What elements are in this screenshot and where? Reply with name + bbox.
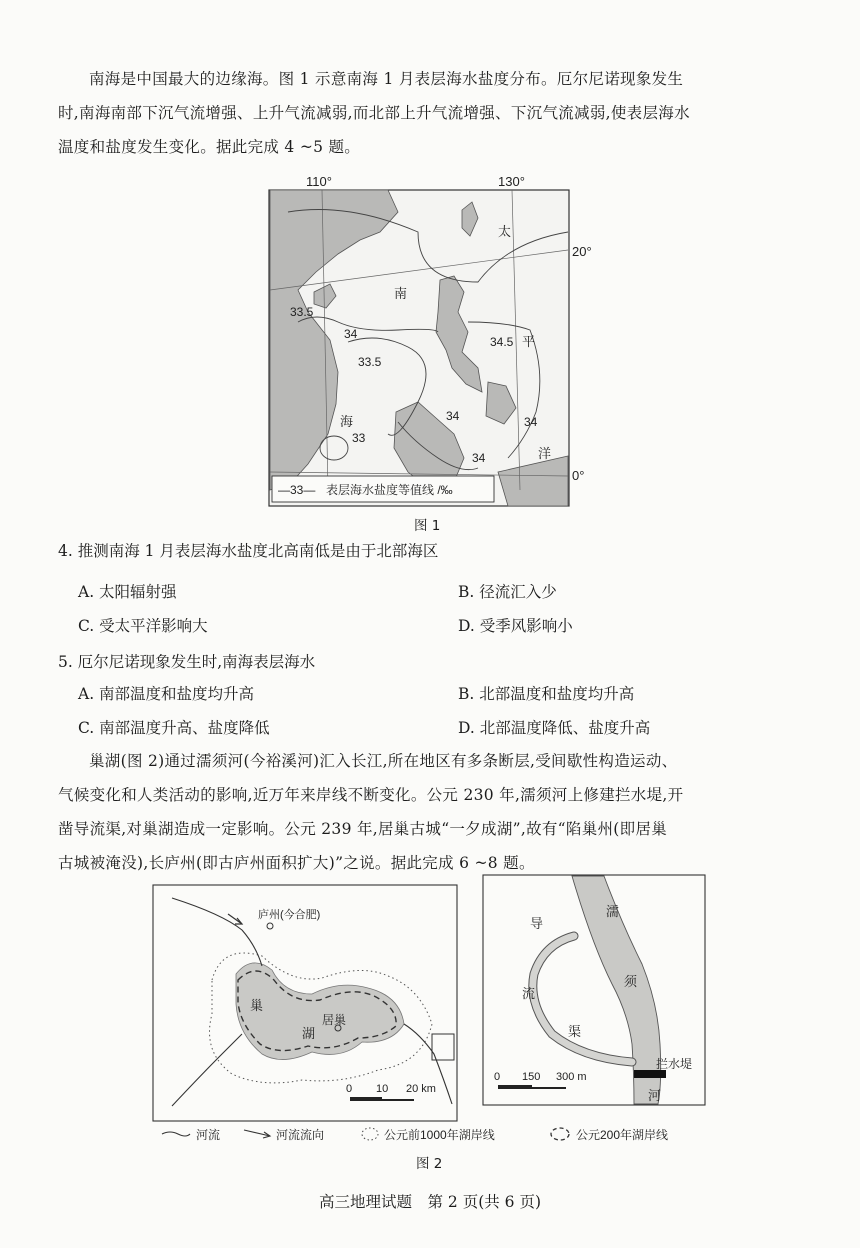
- legend-line-sample: —33—: [278, 483, 316, 497]
- dam-label: 拦水堤: [656, 1057, 693, 1071]
- intro-paragraph-1: [58, 62, 818, 164]
- q4-option-d[interactable]: D. 受季风影响小: [458, 617, 573, 635]
- figure2-lake-map: [152, 884, 460, 1124]
- question-4-stem: 4. 推测南海 1 月表层海水盐度北高南低是由于北部海区: [58, 542, 439, 560]
- river-char-1: 濡: [606, 904, 620, 919]
- juchao-label: 居巢: [322, 1013, 347, 1027]
- isoline-label-34-c: 34: [524, 415, 538, 429]
- intro2-line-2: 气候变化和人类活动的影响,近万年来岸线不断变化。公元 230 年,濡须河上修建拦水堤,开: [58, 786, 684, 804]
- figure1-legend-text: 表层海水盐度等值线 /‰: [326, 483, 453, 497]
- question-5-stem: 5. 厄尔尼诺现象发生时,南海表层海水: [58, 653, 316, 671]
- scale-left-0: 0: [346, 1083, 353, 1095]
- q5-option-d[interactable]: D. 北部温度降低、盐度升高: [458, 719, 651, 737]
- legend-flow-label: 河流流向: [276, 1128, 325, 1142]
- page-footer: 高三地理试题 第 2 页(共 6 页): [318, 1193, 542, 1211]
- scale-bar-right-segment: [498, 1085, 532, 1089]
- figure2-caption: 图 2: [416, 1156, 443, 1172]
- q5-option-b[interactable]: B. 北部温度和盐度均升高: [458, 685, 635, 703]
- isoline-label-34-d: 34: [472, 451, 486, 465]
- isoline-label-33-5-west: 33.5: [290, 305, 314, 319]
- canal-char-3: 渠: [568, 1024, 582, 1039]
- figure1-salinity-map: [268, 172, 608, 508]
- intro-paragraph-2: [58, 744, 818, 880]
- intro1-line-3: 温度和盐度发生变化。据此完成 4 ~5 题。: [58, 138, 361, 156]
- isoline-label-34-b: 34: [446, 409, 460, 423]
- lake-char-1: 巢: [250, 998, 264, 1013]
- scale-right-150: 150: [522, 1071, 541, 1083]
- figure1-caption: 图 1: [414, 518, 441, 534]
- scale-left-20km: 20 km: [406, 1083, 436, 1095]
- isoline-label-33: 33: [352, 431, 366, 445]
- ocean-name-char-1: 太: [498, 224, 512, 239]
- ocean-name-char-3: 洋: [538, 446, 552, 461]
- legend-shoreline-1000bc-symbol: [362, 1128, 378, 1140]
- figure2-legend: [156, 1122, 716, 1146]
- intro1-line-2: 时,南海南部下沉气流增强、上升气流减弱,而北部上升气流增强、下沉气流减弱,使表层海水: [58, 104, 690, 122]
- lake-char-2: 湖: [302, 1026, 316, 1041]
- isoline-label-33-5: 33.5: [358, 355, 382, 369]
- lon-label-130: 130°: [498, 174, 525, 189]
- dam-bar: [634, 1070, 666, 1078]
- isoline-label-34-5: 34.5: [490, 335, 514, 349]
- q4-option-b[interactable]: B. 径流汇入少: [458, 583, 557, 601]
- legend-shoreline-200ad-symbol: [551, 1128, 569, 1140]
- legend-shoreline-200ad-label: 公元200年湖岸线: [576, 1128, 669, 1142]
- legend-river-label: 河流: [196, 1128, 221, 1142]
- q5-option-c[interactable]: C. 南部温度升高、盐度降低: [78, 719, 270, 737]
- canal-char-1: 导: [530, 916, 544, 931]
- q5-option-a[interactable]: A. 南部温度和盐度均升高: [78, 685, 255, 703]
- intro2-line-3: 凿导流渠,对巢湖造成一定影响。公元 239 年,居巢古城“一夕成湖”,故有“陷巢州(即居巢: [58, 820, 668, 838]
- legend-shoreline-1000bc-label: 公元前1000年湖岸线: [384, 1128, 495, 1142]
- intro2-line-4: 古城被淹没),长庐州(即古庐州面积扩大)”之说。据此完成 6 ~8 题。: [58, 854, 535, 872]
- q4-option-c[interactable]: C. 受太平洋影响大: [78, 617, 208, 635]
- ocean-name-char-2: 平: [522, 334, 536, 349]
- scale-bar-left-segment: [350, 1097, 382, 1101]
- q4-option-a[interactable]: A. 太阳辐射强: [78, 583, 177, 601]
- scale-right-300m: 300 m: [556, 1071, 587, 1083]
- legend-river-symbol: [162, 1132, 190, 1136]
- scale-left-10: 10: [376, 1083, 389, 1095]
- luzhou-label: 庐州(今合肥): [258, 909, 321, 921]
- lat-label-20: 20°: [572, 244, 592, 259]
- sea-name-char-2: 海: [340, 414, 354, 429]
- isoline-label-34-a: 34: [344, 327, 358, 341]
- canal-char-2: 流: [522, 986, 536, 1001]
- scale-right-0: 0: [494, 1071, 501, 1083]
- lon-label-110: 110°: [306, 174, 332, 189]
- intro1-line-1: 南海是中国最大的边缘海。图 1 示意南海 1 月表层海水盐度分布。厄尔尼诺现象发生: [89, 70, 684, 88]
- figure2-inset-map: [482, 874, 708, 1108]
- river-char-3: 河: [648, 1088, 662, 1103]
- sea-name-char-1: 南: [394, 286, 408, 301]
- intro2-line-1: 巢湖(图 2)通过濡须河(今裕溪河)汇入长江,所在地区有多条断层,受间歇性构造运动、: [89, 752, 678, 770]
- river-char-2: 须: [624, 974, 638, 989]
- lat-label-0: 0°: [572, 468, 585, 483]
